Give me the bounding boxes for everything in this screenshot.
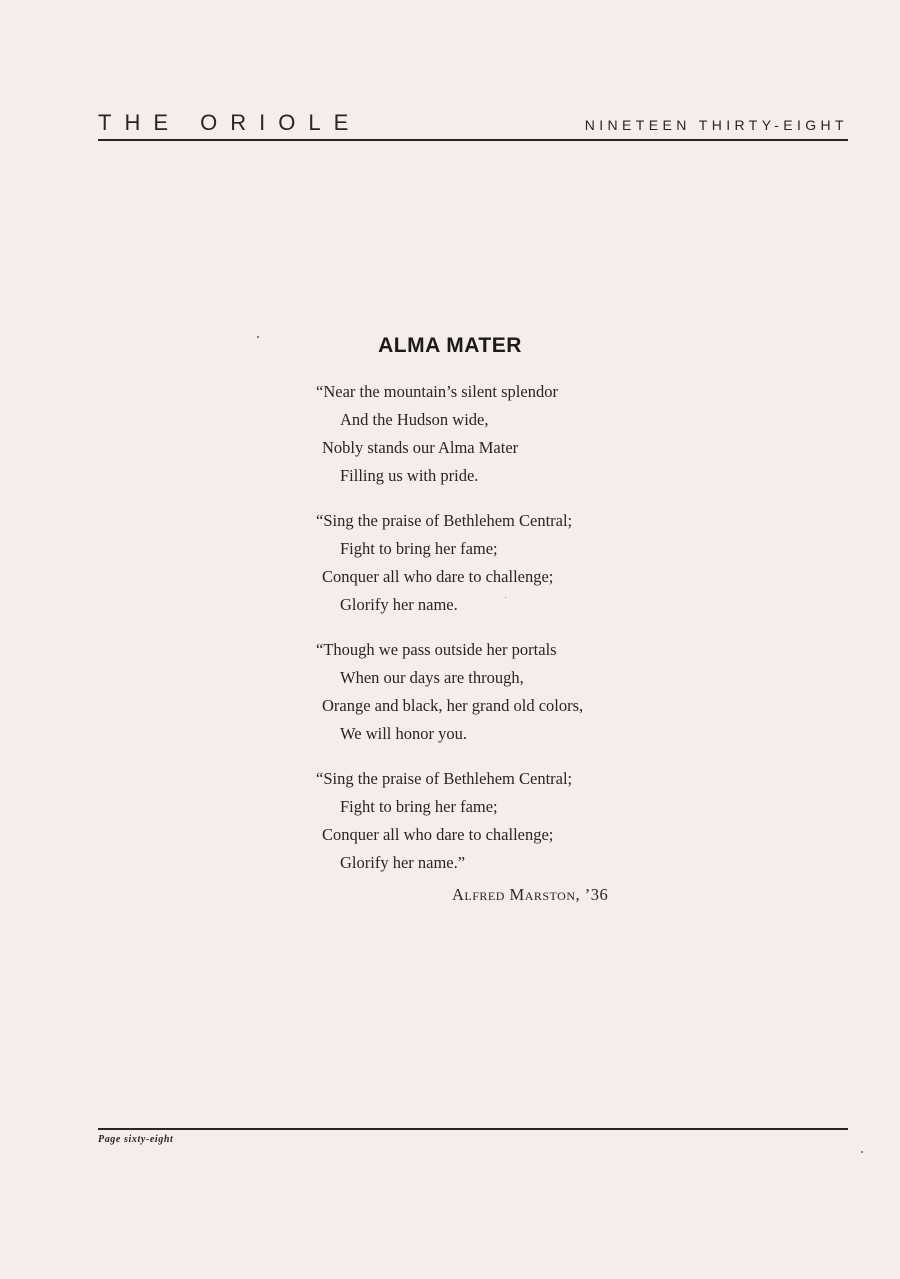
poem-line: Conquer all who dare to challenge;	[322, 825, 554, 844]
poem-line: Glorify her name.”	[340, 853, 466, 872]
poem-line: When our days are through,	[340, 668, 524, 687]
footer-rule	[98, 1128, 848, 1130]
page-header	[98, 110, 848, 140]
poem-line: Fight to bring her fame;	[340, 539, 498, 558]
header-rule	[98, 139, 848, 141]
stanza-1	[316, 378, 652, 490]
poem-line: “Though we pass outside her portals	[316, 640, 557, 659]
publication-title: THE ORIOLE	[98, 110, 362, 135]
poem-line: Conquer all who dare to challenge;	[322, 567, 554, 586]
poem-line: Filling us with pride.	[340, 466, 479, 485]
stanza-4	[316, 765, 652, 877]
poem-line: “Sing the praise of Bethlehem Central;	[316, 511, 573, 530]
page-number: Page sixty-eight	[98, 1134, 174, 1145]
stanza-3	[316, 636, 652, 748]
poem-line: We will honor you.	[340, 724, 467, 743]
poem-body	[316, 378, 652, 894]
poem-line: Glorify her name.	[340, 595, 458, 614]
poem-line: “Near the mountain’s silent splendor	[316, 382, 558, 401]
paper-speck	[505, 597, 506, 598]
stanza-2	[316, 507, 652, 619]
poem-line: Orange and black, her grand old colors,	[322, 696, 584, 715]
poem-line: Fight to bring her fame;	[340, 797, 498, 816]
poem-line: Nobly stands our Alma Mater	[322, 438, 519, 457]
paper-speck	[257, 336, 259, 338]
poem-title: ALMA MATER	[378, 334, 522, 357]
publication-year: NINETEEN THIRTY-EIGHT	[584, 117, 848, 133]
poem-author: Alfred Marston, ’36	[452, 885, 609, 904]
poem-line: “Sing the praise of Bethlehem Central;	[316, 769, 573, 788]
poem-line: And the Hudson wide,	[340, 410, 489, 429]
paper-speck	[861, 1151, 863, 1153]
